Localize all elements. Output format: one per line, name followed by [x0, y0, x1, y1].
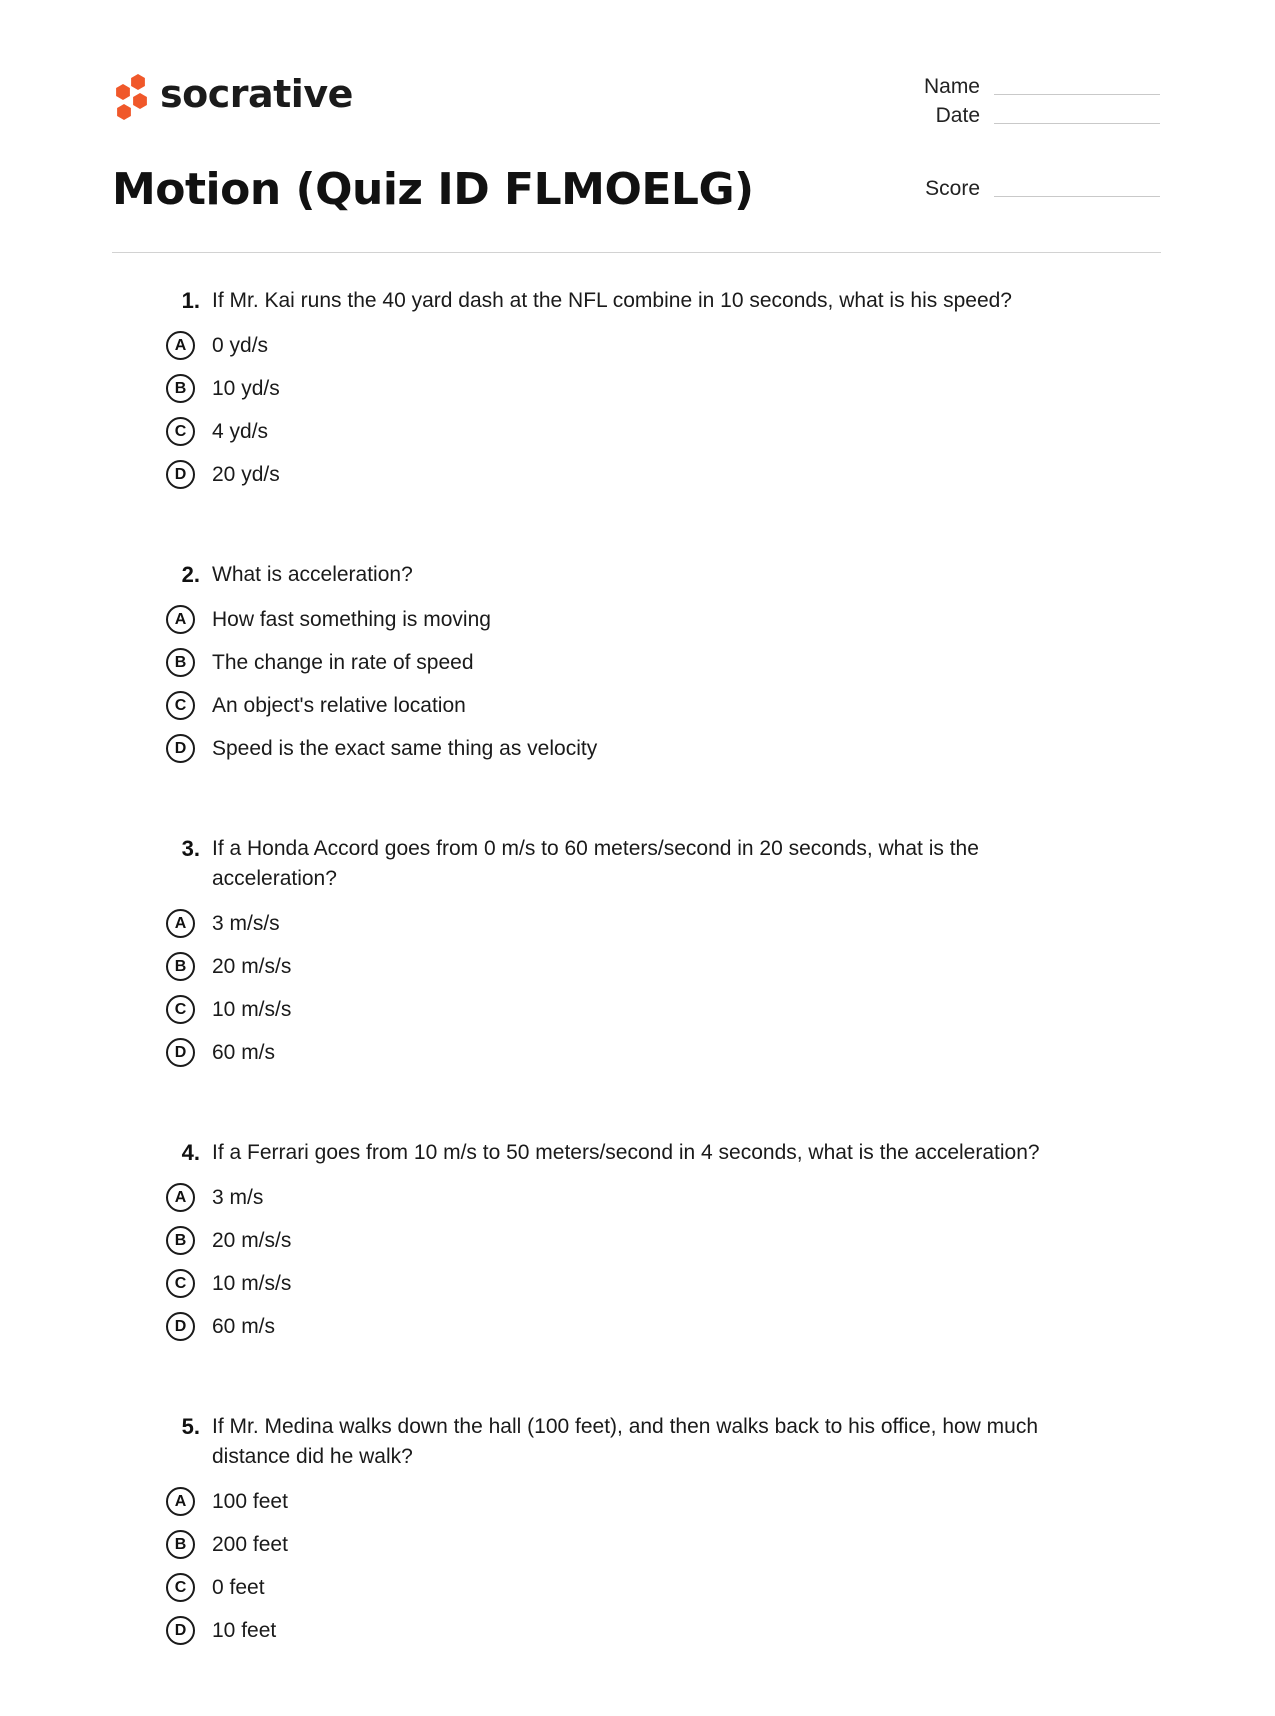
option-letter-circle[interactable]: B	[166, 648, 195, 677]
brand-logo	[112, 72, 353, 122]
header-divider	[112, 252, 1161, 253]
option-text: 10 yd/s	[212, 377, 280, 400]
question-text: If Mr. Medina walks down the hall (100 feet), and then walks back to his office, how much distance did he walk?	[212, 1415, 1039, 1468]
question-5	[162, 1412, 1102, 1652]
date-label: Date	[935, 104, 980, 127]
option-text: 20 m/s/s	[212, 1229, 292, 1252]
option-letter-circle[interactable]: B	[166, 1530, 195, 1559]
option-text: 3 m/s/s	[212, 912, 280, 935]
hexagon-cluster-icon	[112, 72, 150, 122]
option-text: 10 m/s/s	[212, 1272, 292, 1295]
quiz-title: Motion (Quiz ID FLMOELG)	[112, 164, 754, 215]
option-text: An object's relative location	[212, 694, 466, 717]
question-number: 3.	[181, 836, 200, 861]
option-text: 200 feet	[212, 1533, 288, 1556]
option-d[interactable]	[162, 1305, 1102, 1348]
score-line[interactable]	[994, 195, 1160, 197]
option-text: 10 m/s/s	[212, 998, 292, 1021]
question-number: 2.	[181, 562, 200, 587]
score-field[interactable]	[860, 178, 1160, 199]
option-d[interactable]	[162, 1609, 1102, 1652]
question-3	[162, 834, 1102, 1074]
option-a[interactable]	[162, 324, 1102, 367]
option-letter-circle[interactable]: A	[166, 605, 195, 634]
date-field[interactable]	[860, 105, 1160, 126]
name-field[interactable]	[860, 76, 1160, 97]
question-number: 1.	[181, 288, 200, 313]
option-d[interactable]	[162, 453, 1102, 496]
option-text: 20 m/s/s	[212, 955, 292, 978]
option-a[interactable]	[162, 598, 1102, 641]
option-letter-circle[interactable]: A	[166, 1487, 195, 1516]
option-text: The change in rate of speed	[212, 651, 474, 674]
option-letter-circle[interactable]: D	[166, 1038, 195, 1067]
option-letter-circle[interactable]: C	[166, 995, 195, 1024]
option-b[interactable]	[162, 945, 1102, 988]
option-text: 0 yd/s	[212, 334, 269, 357]
option-d[interactable]	[162, 727, 1102, 770]
option-letter-circle[interactable]: B	[166, 1226, 195, 1255]
option-c[interactable]	[162, 410, 1102, 453]
brand-name: socrative	[160, 72, 353, 116]
option-c[interactable]	[162, 988, 1102, 1031]
option-letter-circle[interactable]: A	[166, 909, 195, 938]
question-4	[162, 1138, 1102, 1348]
name-label: Name	[923, 75, 980, 98]
question-text: If a Honda Accord goes from 0 m/s to 60 meters/second in 20 seconds, what is the acceleration?	[212, 837, 979, 890]
option-b[interactable]	[162, 1523, 1102, 1566]
option-a[interactable]	[162, 1176, 1102, 1219]
score-label: Score	[925, 177, 980, 200]
option-c[interactable]	[162, 1566, 1102, 1609]
option-text: Speed is the exact same thing as velocity	[212, 737, 598, 760]
option-letter-circle[interactable]: C	[166, 691, 195, 720]
question-text: If Mr. Kai runs the 40 yard dash at the NFL combine in 10 seconds, what is his speed?	[212, 289, 1012, 312]
option-c[interactable]	[162, 1262, 1102, 1305]
question-number: 4.	[181, 1140, 200, 1165]
option-b[interactable]	[162, 1219, 1102, 1262]
option-c[interactable]	[162, 684, 1102, 727]
option-b[interactable]	[162, 367, 1102, 410]
option-text: 60 m/s	[212, 1041, 276, 1064]
question-2	[162, 560, 1102, 770]
question-list	[162, 286, 1102, 1716]
option-letter-circle[interactable]: D	[166, 734, 195, 763]
option-letter-circle[interactable]: B	[166, 952, 195, 981]
option-text: 100 feet	[212, 1490, 288, 1513]
option-text: 20 yd/s	[212, 463, 280, 486]
option-letter-circle[interactable]: C	[166, 1573, 195, 1602]
option-a[interactable]	[162, 1480, 1102, 1523]
option-text: 3 m/s	[212, 1186, 264, 1209]
option-letter-circle[interactable]: D	[166, 1312, 195, 1341]
option-letter-circle[interactable]: C	[166, 417, 195, 446]
question-1	[162, 286, 1102, 496]
date-line[interactable]	[994, 122, 1160, 124]
question-number: 5.	[181, 1414, 200, 1439]
option-letter-circle[interactable]: A	[166, 331, 195, 360]
option-letter-circle[interactable]: C	[166, 1269, 195, 1298]
option-d[interactable]	[162, 1031, 1102, 1074]
option-text: 10 feet	[212, 1619, 277, 1642]
question-text: If a Ferrari goes from 10 m/s to 50 meters/second in 4 seconds, what is the acceleration?	[212, 1141, 1040, 1164]
option-letter-circle[interactable]: D	[166, 1616, 195, 1645]
option-text: How fast something is moving	[212, 608, 491, 631]
option-letter-circle[interactable]: B	[166, 374, 195, 403]
option-text: 4 yd/s	[212, 420, 269, 443]
option-a[interactable]	[162, 902, 1102, 945]
option-letter-circle[interactable]: A	[166, 1183, 195, 1212]
option-text: 0 feet	[212, 1576, 265, 1599]
option-letter-circle[interactable]: D	[166, 460, 195, 489]
question-text: What is acceleration?	[212, 563, 413, 586]
option-b[interactable]	[162, 641, 1102, 684]
option-text: 60 m/s	[212, 1315, 276, 1338]
name-line[interactable]	[994, 93, 1160, 95]
